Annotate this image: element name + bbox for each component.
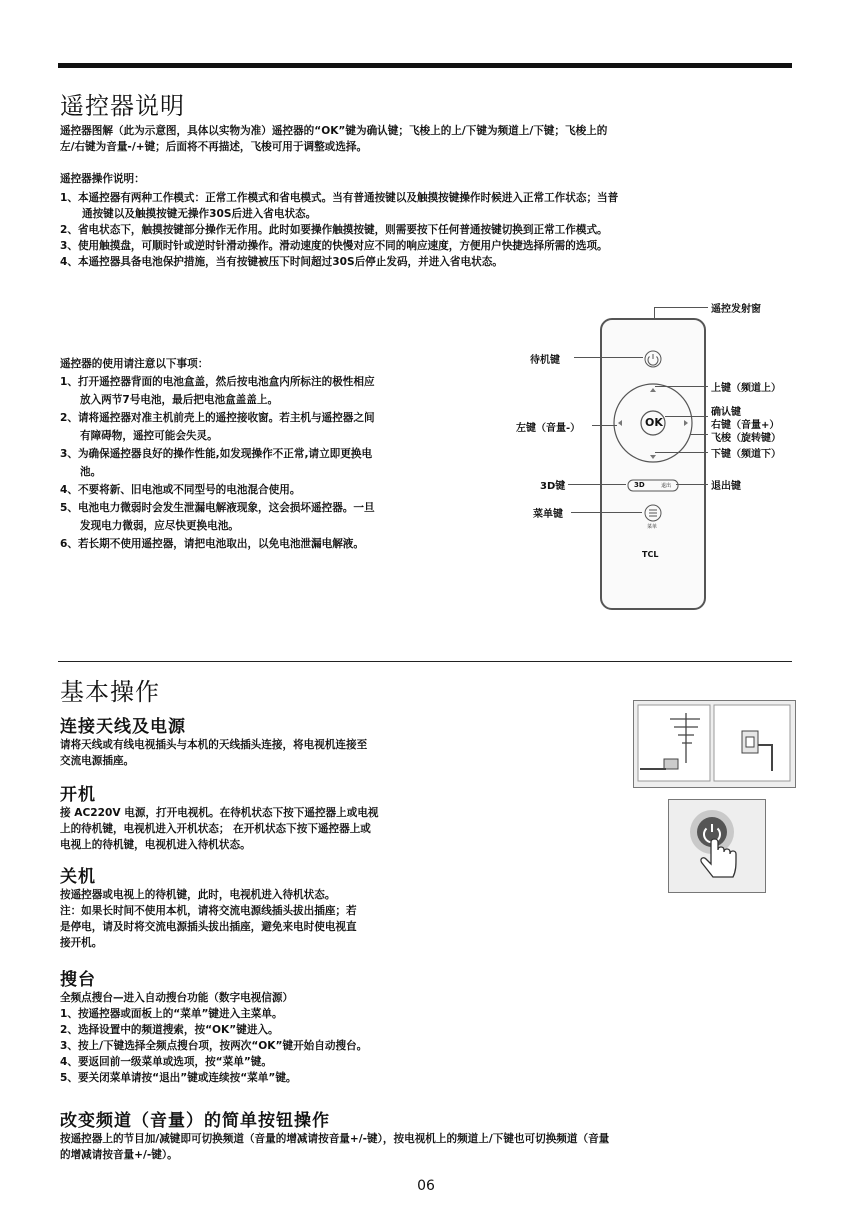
- ops-item-4: 4、本遥控器具备电池保护措施，当有按键被压下时间超过30S后停止发码，并进入省电状态。: [60, 256, 503, 268]
- label-right: 右键（音量+）: [711, 420, 780, 431]
- up-arrow-icon: [650, 388, 656, 392]
- intro-line-1: 遥控器图解（此为示意图，具体以实物为准）遥控器的“OK”键为确认键；飞梭上的上/下键为频道上/下键；飞梭上的: [60, 125, 608, 137]
- scan-title: 搜台: [60, 970, 96, 990]
- section-title-basic: 基本操作: [60, 678, 160, 706]
- power-on-section: [60, 780, 480, 853]
- page-number: 06: [417, 1178, 435, 1194]
- menu-button-label: 菜单: [647, 524, 658, 530]
- power-off-line-4: 接开机。: [60, 937, 103, 949]
- note-5: 5、电池电力微弱时会发生泄漏电解液现象，这会损坏遥控器。一旦: [60, 502, 375, 514]
- power-on-title: 开机: [60, 785, 96, 805]
- label-left: 左键（音量-）: [516, 423, 581, 434]
- ops-item-3: 3、使用触摸盘，可顺时针或逆时针滑动操作。滑动速度的快慢对应不同的响应速度，方便用户快捷选择所需的选项。: [60, 240, 608, 252]
- exit-button-label: 退出: [661, 483, 672, 489]
- ok-label: OK: [645, 416, 663, 429]
- antenna-socket-icon: [634, 701, 795, 787]
- remote-body: [600, 318, 706, 610]
- change-line-2: 的增减请按音量+/-键）。: [60, 1149, 178, 1161]
- note-1: 1、打开遥控器背面的电池盒盖，然后按电池盒内所标注的极性相应: [60, 376, 375, 388]
- scan-line-5: 4、要返回前一级菜单或选项，按“菜单”键。: [60, 1056, 272, 1068]
- ops-item-1-cont: 通按键以及触摸按键无操作30S后进入省电状态。: [82, 208, 317, 220]
- note-2: 2、请将遥控器对准主机前壳上的遥控接收窗。若主机与遥控器之间: [60, 412, 375, 424]
- label-standby: 待机键: [530, 355, 560, 366]
- notes-title: 遥控器的使用请注意以下事项：: [60, 358, 209, 370]
- change-title: 改变频道（音量）的简单按钮操作: [60, 1111, 330, 1131]
- usage-notes: [60, 355, 480, 553]
- note-3: 3、为确保遥控器良好的操作性能,如发现操作不正常,请立即更换电: [60, 448, 373, 460]
- antenna-line-1: 请将天线或有线电视插头与本机的天线插头连接，将电视机连接至: [60, 739, 368, 751]
- down-arrow-icon: [650, 455, 656, 459]
- note-4: 4、不要将新、旧电池或不同型号的电池混合使用。: [60, 484, 301, 496]
- right-arrow-icon: [684, 420, 688, 426]
- change-line-1: 按遥控器上的节目加/减键即可切换频道（音量的增减请按音量+/-键），按电视机上的频道上/下键也可切换频道（音量: [60, 1133, 610, 1145]
- power-on-line-1: 接 AC220V 电源，打开电视机。在待机状态下按下遥控器上或电视: [60, 807, 379, 819]
- ops-item-1: 1、本遥控器有两种工作模式：正常工作模式和省电模式。当有普通按键以及触摸按键操作时候进入正常工作状态；当普: [60, 192, 619, 204]
- scan-line-6: 5、要关闭菜单请按“退出”键或连续按“菜单”键。: [60, 1072, 297, 1084]
- hand-press-icon: [669, 800, 765, 892]
- channel-scan-section: [60, 965, 560, 1086]
- ops-item-2: 2、省电状态下，触摸按键部分操作无作用。此时如要操作触摸按键，则需要按下任何普通按键切换到正常工作模式。: [60, 224, 608, 236]
- label-ok: 确认键: [711, 407, 741, 418]
- antenna-title: 连接天线及电源: [60, 717, 186, 737]
- label-jog: 飞梭（旋转键）: [711, 433, 781, 444]
- section-divider: [58, 661, 792, 662]
- brand-logo: TCL: [642, 550, 659, 559]
- left-arrow-icon: [618, 420, 622, 426]
- top-rule: [58, 63, 792, 68]
- power-off-line-1: 按遥控器或电视上的待机键，此时，电视机进入待机状态。: [60, 889, 336, 901]
- label-up: 上键（频道上）: [711, 383, 781, 394]
- scan-line-4: 3、按上/下键选择全频点搜台项，按两次“OK”键开始自动搜台。: [60, 1040, 368, 1052]
- note-6: 6、若长期不使用遥控器，请把电池取出，以免电池泄漏电解液。: [60, 538, 364, 550]
- antenna-section: [60, 712, 480, 769]
- antenna-illustration: [633, 700, 796, 788]
- remote-intro: [60, 123, 800, 155]
- label-down: 下键（频道下）: [711, 449, 781, 460]
- intro-line-2: 左/右键为音量-/+键；后面将不再描述，飞梭可用于调整或选择。: [60, 141, 368, 153]
- section-title-remote: 遥控器说明: [60, 92, 185, 120]
- power-on-line-3: 电视上的待机键，电视机进入待机状态。: [60, 839, 251, 851]
- power-on-line-2: 上的待机键，电视机进入开机状态； 在开机状态下按下遥控器上或: [60, 823, 371, 835]
- label-3d: 3D键: [540, 481, 566, 492]
- note-2-cont: 有障碍物，遥控可能会失灵。: [80, 430, 218, 442]
- power-off-section: [60, 862, 480, 951]
- remote-operation-notes: [60, 171, 805, 270]
- label-exit: 退出键: [711, 481, 741, 492]
- power-off-line-3: 是停电，请及时将交流电源插头拔出插座，避免来电时使电视直: [60, 921, 357, 933]
- label-ir-window: 遥控发射窗: [711, 304, 761, 315]
- remote-drawing: [602, 320, 704, 608]
- menu-icon: [649, 510, 657, 516]
- scan-line-2: 1、按遥控器或面板上的“菜单”键进入主菜单。: [60, 1008, 283, 1020]
- 3d-button-label: 3D: [634, 481, 645, 489]
- scan-line-3: 2、选择设置中的频道搜索，按“OK”键进入。: [60, 1024, 279, 1036]
- note-5-cont: 发现电力微弱，应尽快更换电池。: [80, 520, 239, 532]
- note-1-cont: 放入两节7号电池，最后把电池盒盖盖上。: [80, 394, 279, 406]
- antenna-line-2: 交流电源插座。: [60, 755, 135, 767]
- power-off-title: 关机: [60, 867, 96, 887]
- scan-line-1: 全频点搜台—进入自动搜台功能（数字电视信源）: [60, 992, 294, 1004]
- power-button-illustration: [668, 799, 766, 893]
- power-off-line-2: 注：如果长时间不使用本机，请将交流电源线插头拔出插座；若: [60, 905, 357, 917]
- ops-title: 遥控器操作说明：: [60, 173, 145, 185]
- label-menu: 菜单键: [533, 509, 563, 520]
- power-icon: [648, 354, 658, 365]
- note-3-cont: 池。: [80, 466, 102, 478]
- change-channel-section: [60, 1106, 805, 1163]
